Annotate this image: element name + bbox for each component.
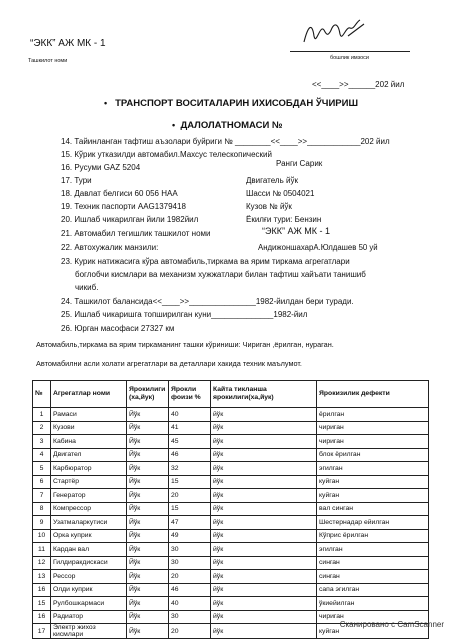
item-20-right: Ёкилғи тури: Бензин — [246, 215, 322, 224]
cell-defect: куйган — [317, 475, 429, 489]
table-row — [33, 597, 429, 611]
document-title-line1 — [104, 98, 358, 109]
cell-suitability: Йўк — [127, 435, 169, 449]
cell-defect: чириган — [317, 610, 429, 624]
cell-aggregate-name: Узатмаларкутиси — [51, 516, 127, 530]
cell-restorable: йўк — [211, 583, 317, 597]
cell-restorable: йўк — [211, 462, 317, 476]
cell-percent: 47 — [169, 516, 211, 530]
item-16-right: Ранги Сарик — [276, 159, 323, 168]
cell-row-number: 17 — [33, 624, 51, 639]
cell-aggregate-name: Карбюратор — [51, 462, 127, 476]
cell-aggregate-name: Рессор — [51, 570, 127, 584]
scanner-watermark: Сканировано с CamScanner — [339, 620, 444, 629]
cell-suitability: Йўк — [127, 624, 169, 639]
item-26: 26. Юрган масофаси 27327 км — [61, 324, 175, 333]
cell-restorable: йўк — [211, 570, 317, 584]
cell-restorable: йўк — [211, 448, 317, 462]
organization-name: “ЭКК” АЖ МК - 1 — [30, 38, 106, 49]
cell-suitability: Йўк — [127, 462, 169, 476]
cell-row-number: 8 — [33, 502, 51, 516]
cell-suitability: Йўк — [127, 448, 169, 462]
cell-row-number: 13 — [33, 570, 51, 584]
cell-row-number: 5 — [33, 462, 51, 476]
cell-aggregate-name: Компрессор — [51, 502, 127, 516]
cell-row-number: 2 — [33, 421, 51, 435]
table-row — [33, 529, 429, 543]
cell-suitability: Йўк — [127, 610, 169, 624]
table-row — [33, 570, 429, 584]
cell-restorable: йўк — [211, 597, 317, 611]
cell-row-number: 10 — [33, 529, 51, 543]
cell-aggregate-name: Рамаси — [51, 408, 127, 422]
cell-row-number: 15 — [33, 597, 51, 611]
table-row — [33, 556, 429, 570]
cell-aggregate-name: Орка куприк — [51, 529, 127, 543]
exterior-condition-note: Автомабиль,тиркама ва ярим тиркаманинг ташки кўриниши: Чириган ,ёрилган, нураган. — [36, 340, 334, 349]
cell-suitability: Йўк — [127, 408, 169, 422]
item-17-left: 17. Тури — [61, 176, 92, 185]
cell-suitability: Йўк — [127, 421, 169, 435]
cell-defect: куйган — [317, 489, 429, 503]
cell-aggregate-name: Кардан вал — [51, 543, 127, 557]
cell-percent: 20 — [169, 570, 211, 584]
cell-aggregate-name: Олди куприк — [51, 583, 127, 597]
cell-percent: 41 — [169, 421, 211, 435]
item-19-left: 19. Техник паспорти AAG1379418 — [61, 202, 186, 211]
cell-aggregate-name: Гилдиракдискаси — [51, 556, 127, 570]
cell-restorable: йўк — [211, 475, 317, 489]
cell-aggregate-name: Рулбошкармаси — [51, 597, 127, 611]
cell-suitability: Йўк — [127, 543, 169, 557]
signature — [298, 16, 370, 50]
col-header-restorable: Кайта тикланша ярокилиги(ха,йук) — [211, 381, 317, 408]
item-21-right: “ЭКК” АЖ МК - 1 — [262, 226, 331, 236]
cell-percent: 49 — [169, 529, 211, 543]
aggregates-table — [32, 380, 429, 639]
item-22-left: 22. Автохужалик манзили: — [61, 243, 159, 252]
table-row — [33, 543, 429, 557]
cell-row-number: 4 — [33, 448, 51, 462]
item-15: 15. Кўрик утказилди автомабил.Махсус телескопический — [61, 150, 272, 159]
cell-aggregate-name: Электр жихоз кисмлари — [51, 624, 127, 639]
cell-suitability: Йўк — [127, 516, 169, 530]
item-16-left: 16. Русуми GAZ 5204 — [61, 163, 141, 172]
cell-defect: сапа эгилган — [317, 583, 429, 597]
cell-restorable: йўк — [211, 556, 317, 570]
cell-row-number: 9 — [33, 516, 51, 530]
cell-restorable: йўк — [211, 610, 317, 624]
table-row — [33, 462, 429, 476]
cell-restorable: йўк — [211, 435, 317, 449]
cell-percent: 20 — [169, 624, 211, 639]
item-21-left: 21. Автомабил тегишлик ташкилот номи — [61, 229, 211, 238]
cell-restorable: йўк — [211, 543, 317, 557]
item-22-right: АндижоншахарА.Юлдашев 50 уй — [258, 243, 378, 252]
cell-suitability: Йўк — [127, 570, 169, 584]
technical-info-note: Автомабилни асли холати агрегатлари ва деталлари хакида техник маълумот. — [36, 359, 302, 368]
col-header-percent: Ярокли фоизи % — [169, 381, 211, 408]
table-header-row — [33, 381, 429, 408]
cell-defect: эгилган — [317, 543, 429, 557]
cell-percent: 45 — [169, 435, 211, 449]
bullet-icon: • — [172, 120, 176, 130]
cell-aggregate-name: Двигател — [51, 448, 127, 462]
table-row — [33, 583, 429, 597]
cell-percent: 30 — [169, 610, 211, 624]
cell-row-number: 6 — [33, 475, 51, 489]
cell-row-number: 7 — [33, 489, 51, 503]
item-20-left: 20. Ишлаб чикарилган йили 1982йил — [61, 215, 199, 224]
cell-row-number: 3 — [33, 435, 51, 449]
table-row — [33, 502, 429, 516]
cell-restorable: йўк — [211, 529, 317, 543]
cell-suitability: Йўк — [127, 502, 169, 516]
cell-percent: 32 — [169, 462, 211, 476]
cell-defect: синган — [317, 556, 429, 570]
cell-percent: 15 — [169, 502, 211, 516]
cell-aggregate-name: Кузови — [51, 421, 127, 435]
document-title-line2 — [172, 120, 283, 131]
title-text-1: ТРАНСПОРТ ВОСИТАЛАРИН ИХИСОБДАН ЎЧИРИШ — [115, 98, 358, 109]
cell-row-number: 1 — [33, 408, 51, 422]
cell-row-number: 11 — [33, 543, 51, 557]
cell-defect: ўкиейилган — [317, 597, 429, 611]
cell-defect: вал синган — [317, 502, 429, 516]
table-row — [33, 421, 429, 435]
item-24: 24. Ташкилот балансида<<____>>_______________1982-йилдан бери туради. — [61, 297, 354, 306]
cell-defect: Кўприс ёрилган — [317, 529, 429, 543]
table-row — [33, 448, 429, 462]
cell-defect: эгилган — [317, 462, 429, 476]
cell-restorable: йўк — [211, 624, 317, 639]
item-23-line3: чикиб. — [75, 283, 99, 292]
table-row — [33, 435, 429, 449]
cell-percent: 46 — [169, 583, 211, 597]
cell-restorable: йўк — [211, 516, 317, 530]
cell-suitability: Йўк — [127, 489, 169, 503]
cell-row-number: 16 — [33, 610, 51, 624]
date-line: <<____>>______202 йил — [312, 80, 405, 89]
col-header-defect: Ярокизилик дефекти — [317, 381, 429, 408]
organization-label: Ташкилот номи — [28, 58, 68, 64]
item-18-left: 18. Давлат белгиси 60 056 НАА — [61, 189, 178, 198]
cell-aggregate-name: Радиатор — [51, 610, 127, 624]
cell-restorable: йўк — [211, 489, 317, 503]
cell-suitability: Йўк — [127, 583, 169, 597]
cell-aggregate-name: Стартёр — [51, 475, 127, 489]
cell-percent: 15 — [169, 475, 211, 489]
item-23-line1: 23. Курик натижасига кўра автомабиль,тиркама ва ярим тиркама агрегатлари — [61, 257, 350, 266]
table-row — [33, 475, 429, 489]
bullet-icon: • — [104, 98, 108, 108]
cell-row-number: 12 — [33, 556, 51, 570]
signature-label: бошлик имзоси — [330, 55, 369, 61]
table-row — [33, 516, 429, 530]
cell-suitability: Йўк — [127, 597, 169, 611]
cell-suitability: Йўк — [127, 475, 169, 489]
cell-aggregate-name: Кабина — [51, 435, 127, 449]
table-row — [33, 489, 429, 503]
col-header-aggregate: Агрегатлар номи — [51, 381, 127, 408]
cell-defect: чириган — [317, 435, 429, 449]
cell-percent: 30 — [169, 556, 211, 570]
col-header-suitability: Ярокилиги (ха,йук) — [127, 381, 169, 408]
item-18-right: Шасси № 0504021 — [246, 189, 315, 198]
item-19-right: Кузов № йўк — [246, 202, 292, 211]
cell-row-number: 16 — [33, 583, 51, 597]
cell-percent: 30 — [169, 543, 211, 557]
signature-line — [290, 51, 410, 52]
cell-defect: куйган — [317, 624, 429, 639]
table-body — [33, 408, 429, 639]
col-header-number: № — [33, 381, 51, 408]
cell-restorable: йўк — [211, 502, 317, 516]
cell-percent: 46 — [169, 448, 211, 462]
cell-percent: 40 — [169, 408, 211, 422]
cell-restorable: йўк — [211, 408, 317, 422]
item-23-line2: боглобчи кисмлари ва механизм хужжатлари билан тафтиш хайъати танишиб — [75, 270, 366, 279]
cell-percent: 40 — [169, 597, 211, 611]
cell-restorable: йўк — [211, 421, 317, 435]
cell-defect: синган — [317, 570, 429, 584]
cell-defect: чириган — [317, 421, 429, 435]
table-row — [33, 408, 429, 422]
cell-defect: Шестернадар ейилган — [317, 516, 429, 530]
cell-defect: блок ёрилган — [317, 448, 429, 462]
item-25: 25. Ишлаб чикаришга топширилган куни______________1982-йил — [61, 310, 308, 319]
title-text-2: ДАЛОЛАТНОМАСИ № — [180, 120, 283, 131]
cell-defect: ёрилган — [317, 408, 429, 422]
cell-percent: 20 — [169, 489, 211, 503]
cell-suitability: Йўк — [127, 556, 169, 570]
cell-aggregate-name: Генератор — [51, 489, 127, 503]
item-17-right: Двигатель йўк — [246, 176, 298, 185]
cell-suitability: Йўк — [127, 529, 169, 543]
item-14: 14. Тайинланган тафтиш аъзолари буйриги № ________<<____>>____________202 йил — [61, 137, 390, 146]
